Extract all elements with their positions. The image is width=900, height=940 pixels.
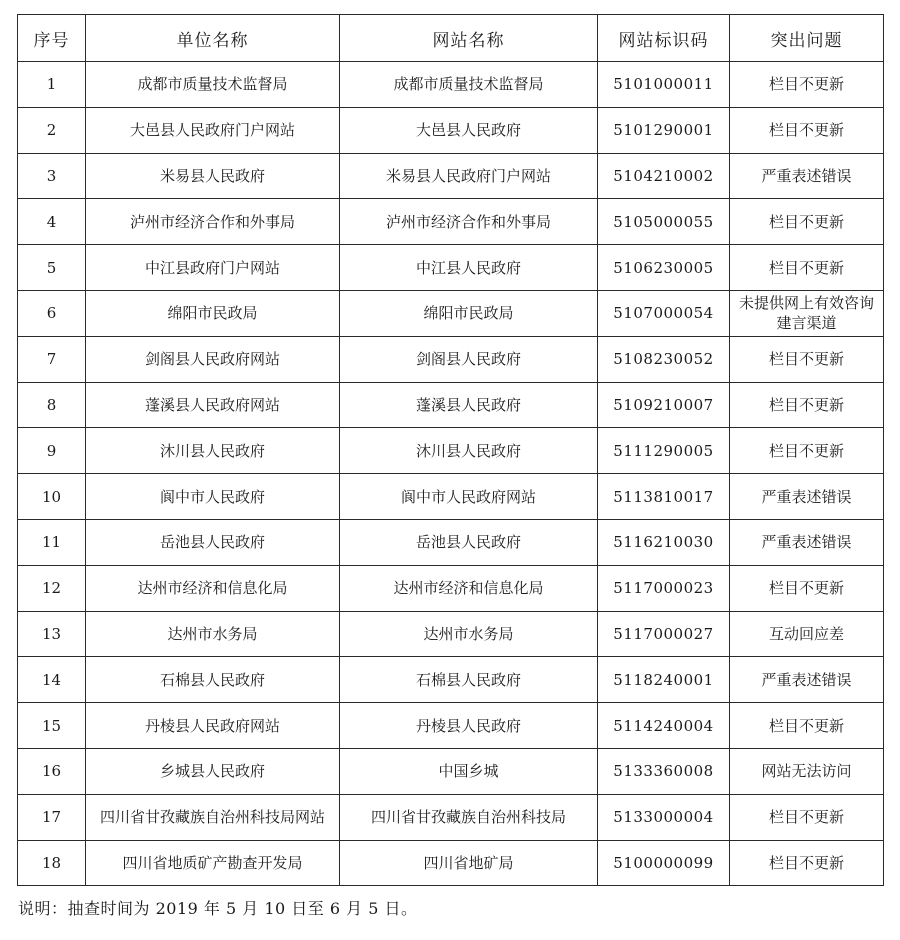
cell-site-name: 米易县人民政府门户网站	[340, 153, 598, 199]
header-site-name: 网站名称	[340, 15, 598, 62]
table-row	[18, 474, 884, 520]
cell-problem: 栏目不更新	[730, 703, 884, 749]
cell-index: 10	[18, 474, 86, 520]
table-row	[18, 794, 884, 840]
table-row	[18, 290, 884, 336]
cell-site-code: 5100000099	[598, 840, 730, 886]
cell-unit-name: 乡城县人民政府	[86, 748, 340, 794]
header-site-code: 网站标识码	[598, 15, 730, 62]
cell-index: 14	[18, 657, 86, 703]
cell-site-name: 蓬溪县人民政府	[340, 382, 598, 428]
footnote: 说明：抽查时间为 2019 年 5 月 10 日至 6 月 5 日。	[18, 899, 418, 918]
cell-site-name: 中国乡城	[340, 748, 598, 794]
cell-site-code: 5101290001	[598, 107, 730, 153]
cell-site-name: 成都市质量技术监督局	[340, 62, 598, 108]
cell-problem: 栏目不更新	[730, 840, 884, 886]
table-row	[18, 62, 884, 108]
cell-unit-name: 泸州市经济合作和外事局	[86, 199, 340, 245]
cell-index: 13	[18, 611, 86, 657]
cell-index: 7	[18, 336, 86, 382]
cell-problem: 栏目不更新	[730, 62, 884, 108]
table-row	[18, 107, 884, 153]
cell-unit-name: 岳池县人民政府	[86, 519, 340, 565]
cell-site-name: 四川省地矿局	[340, 840, 598, 886]
cell-site-code: 5117000027	[598, 611, 730, 657]
cell-problem: 互动回应差	[730, 611, 884, 657]
cell-index: 4	[18, 199, 86, 245]
cell-unit-name: 阆中市人民政府	[86, 474, 340, 520]
cell-problem: 栏目不更新	[730, 107, 884, 153]
table-row	[18, 657, 884, 703]
cell-unit-name: 石棉县人民政府	[86, 657, 340, 703]
table-row	[18, 153, 884, 199]
table-row	[18, 382, 884, 428]
cell-unit-name: 米易县人民政府	[86, 153, 340, 199]
cell-site-code: 5107000054	[598, 290, 730, 336]
table-row	[18, 748, 884, 794]
header-row	[18, 15, 884, 62]
cell-index: 15	[18, 703, 86, 749]
cell-problem: 网站无法访问	[730, 748, 884, 794]
cell-site-code: 5133360008	[598, 748, 730, 794]
cell-site-name: 泸州市经济合作和外事局	[340, 199, 598, 245]
cell-site-code: 5108230052	[598, 336, 730, 382]
cell-site-name: 剑阁县人民政府	[340, 336, 598, 382]
cell-problem: 栏目不更新	[730, 245, 884, 291]
cell-site-code: 5101000011	[598, 62, 730, 108]
cell-problem: 严重表述错误	[730, 474, 884, 520]
cell-site-name: 四川省甘孜藏族自治州科技局	[340, 794, 598, 840]
cell-index: 9	[18, 428, 86, 474]
table-row	[18, 840, 884, 886]
cell-unit-name: 沐川县人民政府	[86, 428, 340, 474]
cell-unit-name: 达州市经济和信息化局	[86, 565, 340, 611]
cell-unit-name: 四川省甘孜藏族自治州科技局网站	[86, 794, 340, 840]
cell-problem: 栏目不更新	[730, 199, 884, 245]
cell-site-code: 5105000055	[598, 199, 730, 245]
cell-index: 5	[18, 245, 86, 291]
header-unit-name: 单位名称	[86, 15, 340, 62]
cell-index: 17	[18, 794, 86, 840]
table-row	[18, 703, 884, 749]
cell-site-name: 达州市水务局	[340, 611, 598, 657]
cell-problem: 栏目不更新	[730, 382, 884, 428]
cell-problem: 严重表述错误	[730, 153, 884, 199]
cell-site-code: 5111290005	[598, 428, 730, 474]
cell-problem: 严重表述错误	[730, 519, 884, 565]
cell-site-code: 5109210007	[598, 382, 730, 428]
cell-site-code: 5117000023	[598, 565, 730, 611]
cell-site-name: 沐川县人民政府	[340, 428, 598, 474]
cell-problem: 栏目不更新	[730, 794, 884, 840]
cell-site-code: 5114240004	[598, 703, 730, 749]
cell-unit-name: 达州市水务局	[86, 611, 340, 657]
cell-site-code: 5118240001	[598, 657, 730, 703]
table-row	[18, 565, 884, 611]
cell-site-name: 岳池县人民政府	[340, 519, 598, 565]
cell-problem: 严重表述错误	[730, 657, 884, 703]
cell-problem: 未提供网上有效咨询建言渠道	[730, 290, 884, 336]
cell-index: 3	[18, 153, 86, 199]
inspection-table	[17, 14, 884, 886]
cell-unit-name: 丹棱县人民政府网站	[86, 703, 340, 749]
cell-index: 8	[18, 382, 86, 428]
cell-site-name: 石棉县人民政府	[340, 657, 598, 703]
cell-site-name: 大邑县人民政府	[340, 107, 598, 153]
cell-site-code: 5133000004	[598, 794, 730, 840]
cell-site-name: 达州市经济和信息化局	[340, 565, 598, 611]
cell-problem: 栏目不更新	[730, 428, 884, 474]
header-problem: 突出问题	[730, 15, 884, 62]
cell-index: 6	[18, 290, 86, 336]
cell-index: 2	[18, 107, 86, 153]
cell-unit-name: 蓬溪县人民政府网站	[86, 382, 340, 428]
cell-problem: 栏目不更新	[730, 336, 884, 382]
cell-site-code: 5116210030	[598, 519, 730, 565]
header-index: 序号	[18, 15, 86, 62]
cell-site-name: 丹棱县人民政府	[340, 703, 598, 749]
cell-site-code: 5113810017	[598, 474, 730, 520]
cell-site-code: 5104210002	[598, 153, 730, 199]
cell-unit-name: 成都市质量技术监督局	[86, 62, 340, 108]
table-row	[18, 611, 884, 657]
table-row	[18, 519, 884, 565]
cell-site-name: 绵阳市民政局	[340, 290, 598, 336]
cell-problem: 栏目不更新	[730, 565, 884, 611]
cell-index: 18	[18, 840, 86, 886]
cell-unit-name: 剑阁县人民政府网站	[86, 336, 340, 382]
table-row	[18, 336, 884, 382]
cell-site-code: 5106230005	[598, 245, 730, 291]
cell-unit-name: 四川省地质矿产勘查开发局	[86, 840, 340, 886]
table-row	[18, 428, 884, 474]
cell-index: 11	[18, 519, 86, 565]
cell-unit-name: 中江县政府门户网站	[86, 245, 340, 291]
cell-index: 16	[18, 748, 86, 794]
table-row	[18, 199, 884, 245]
cell-unit-name: 大邑县人民政府门户网站	[86, 107, 340, 153]
cell-site-name: 中江县人民政府	[340, 245, 598, 291]
table-body	[18, 62, 884, 886]
cell-unit-name: 绵阳市民政局	[86, 290, 340, 336]
cell-index: 1	[18, 62, 86, 108]
cell-site-name: 阆中市人民政府网站	[340, 474, 598, 520]
table-row	[18, 245, 884, 291]
cell-index: 12	[18, 565, 86, 611]
